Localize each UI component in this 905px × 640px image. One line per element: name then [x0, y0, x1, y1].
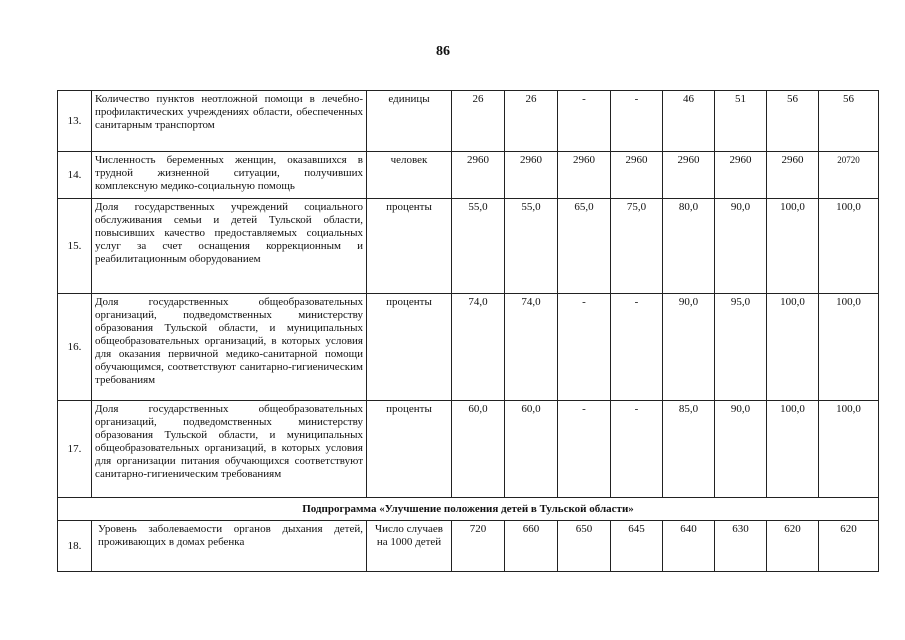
- table-row: [58, 91, 879, 152]
- row-number: 18.: [58, 521, 92, 572]
- value-cell: 640: [663, 521, 715, 572]
- indicators-table: [57, 90, 879, 572]
- value-cell: 2960: [452, 152, 505, 199]
- unit-cell: единицы: [367, 91, 452, 152]
- table-row: [58, 294, 879, 401]
- value-cell: -: [558, 91, 611, 152]
- value-cell: 75,0: [611, 199, 663, 294]
- value-cell: 26: [505, 91, 558, 152]
- value-cell: 2960: [505, 152, 558, 199]
- value-cell: 85,0: [663, 401, 715, 498]
- value-cell: -: [611, 91, 663, 152]
- value-cell: 2960: [611, 152, 663, 199]
- value-cell: 630: [715, 521, 767, 572]
- value-cell: 51: [715, 91, 767, 152]
- value-cell: 100,0: [819, 401, 879, 498]
- value-cell: -: [611, 294, 663, 401]
- unit-cell: проценты: [367, 199, 452, 294]
- value-cell: 90,0: [663, 294, 715, 401]
- row-number: 15.: [58, 199, 92, 294]
- value-cell: 720: [452, 521, 505, 572]
- value-cell: 46: [663, 91, 715, 152]
- unit-cell: проценты: [367, 294, 452, 401]
- indicator-description: Численность беременных женщин, оказавшихся в трудной жизненной ситуации, получивших комплексную медико-социальную помощь: [92, 152, 367, 199]
- indicator-description: Доля государственных учреждений социального обслуживания семьи и детей Тульской области, повысивших качество предоставляемых социальных услуг за счет оснащения коррекционным и реабилитационным оборудованием: [92, 199, 367, 294]
- value-cell: 100,0: [767, 294, 819, 401]
- value-cell: 74,0: [452, 294, 505, 401]
- value-cell: 2960: [767, 152, 819, 199]
- value-cell: 90,0: [715, 199, 767, 294]
- page-number: 86: [436, 44, 450, 59]
- indicator-description: Доля государственных общеобразовательных организаций, подведомственных министерству образования Тульской области, и муниципальных общеобразовательных организаций, в которых условия для оказания первичной медико-санитарной помощи обучающимся, соответствуют санитарно-гигиеническим требованиям: [92, 294, 367, 401]
- value-cell: 620: [767, 521, 819, 572]
- value-cell: 26: [452, 91, 505, 152]
- table-row: [58, 199, 879, 294]
- table-row: [58, 401, 879, 498]
- value-cell: 100,0: [819, 294, 879, 401]
- row-number: 14.: [58, 152, 92, 199]
- subprogram-title: Подпрограмма «Улучшение положения детей в Тульской области»: [58, 498, 879, 521]
- value-cell: -: [611, 401, 663, 498]
- unit-cell: человек: [367, 152, 452, 199]
- row-number: 16.: [58, 294, 92, 401]
- unit-cell: Число случаев на 1000 детей: [367, 521, 452, 572]
- value-cell: 90,0: [715, 401, 767, 498]
- value-cell: -: [558, 294, 611, 401]
- value-cell: -: [558, 401, 611, 498]
- value-cell: 60,0: [452, 401, 505, 498]
- value-cell: 55,0: [505, 199, 558, 294]
- unit-cell: проценты: [367, 401, 452, 498]
- value-cell: 56: [767, 91, 819, 152]
- value-cell: 650: [558, 521, 611, 572]
- value-cell: 20720: [819, 152, 879, 199]
- value-cell: 80,0: [663, 199, 715, 294]
- row-number: 17.: [58, 401, 92, 498]
- indicator-description: Доля государственных общеобразовательных организаций, подведомственных министерству образования Тульской области, и муниципальных общеобразовательных организаций, в которых условия для организации питания обучающихся соответствуют санитарно-гигиеническим требованиям: [92, 401, 367, 498]
- value-cell: 100,0: [767, 199, 819, 294]
- value-cell: 65,0: [558, 199, 611, 294]
- table-row: [58, 152, 879, 199]
- value-cell: 60,0: [505, 401, 558, 498]
- value-cell: 645: [611, 521, 663, 572]
- indicator-description: Уровень заболеваемости органов дыхания детей, проживающих в домах ребенка: [92, 521, 367, 572]
- subprogram-row: [58, 498, 879, 521]
- value-cell: 55,0: [452, 199, 505, 294]
- value-cell: 100,0: [767, 401, 819, 498]
- value-cell: 2960: [558, 152, 611, 199]
- value-cell: 2960: [715, 152, 767, 199]
- value-cell: 95,0: [715, 294, 767, 401]
- value-cell: 660: [505, 521, 558, 572]
- value-cell: 620: [819, 521, 879, 572]
- value-cell: 2960: [663, 152, 715, 199]
- value-cell: 56: [819, 91, 879, 152]
- table-row: [58, 521, 879, 572]
- row-number: 13.: [58, 91, 92, 152]
- value-cell: 74,0: [505, 294, 558, 401]
- value-cell: 100,0: [819, 199, 879, 294]
- indicator-description: Количество пунктов неотложной помощи в лечебно-профилактических учреждениях области, обеспеченных санитарным транспортом: [92, 91, 367, 152]
